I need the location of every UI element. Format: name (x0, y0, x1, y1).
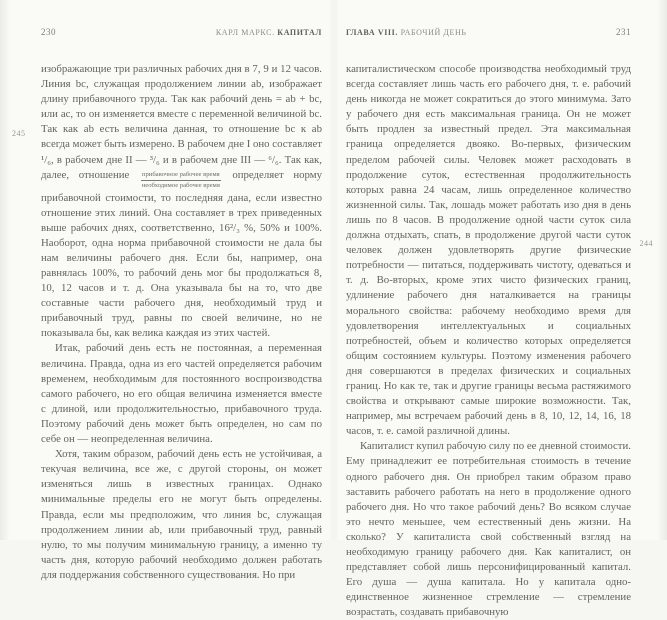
paragraph-text: определяет норму прибавочной стоимости, то последняя дана, если известно отношение этих линий. Она составляет в трех приведенных выше рабочих днях, соответственно, 16²/₃ %, 50% и 100%. Наоборот, одна норма прибавочной стоимости не дала бы нам величины рабочего дня. Если бы, например, она равнялась 100%, то рабочий день мог бы продолжаться 8, 10, 12 часов и т. д. Она указывала бы на то, что две составные части рабочего дня, необходимый труд и прибавочный труд, равны по своей величине, но не показывала бы, как велика каждая из этих частей. (41, 168, 322, 340)
scan-edge-right (657, 0, 667, 540)
left-page-body (41, 62, 322, 583)
running-head-author: КАРЛ МАРКС. (215, 28, 275, 37)
inline-fraction (141, 171, 221, 191)
fraction-numerator: прибавочное рабочее время (141, 171, 221, 181)
running-head-chapter-title: РАБОЧИЙ ДЕНЬ (400, 28, 467, 37)
running-head-right-text (346, 28, 467, 37)
page-number-left: 230 (41, 27, 56, 37)
paragraph-continuation (41, 62, 322, 341)
running-head-chapter: ГЛАВА VIII. (346, 28, 398, 37)
margin-note-right: 244 (639, 239, 653, 248)
paragraph: Капиталист купил рабочую силу по ее дневной стоимости. Ему принадлежит ее потребительная стоимость в течение одного рабочего дня. Он приобрел таким образом право заставить рабочего работать на него в продолжение одного рабочего дня. Но что такое рабочий день? Во всяком случае это нечто меньшее, чем естественный день жизни. На сколько? У капиталиста свой собственный взгляд на необходимую границу рабочего дня. Как капиталист, он представляет собой лишь персонифицированный капитал. Его душа — душа капитала. Но у капитала одно-единственное жизненное стремление — стремление возрастать, создавать прибавочную (346, 440, 631, 619)
paragraph: Хотя, таким образом, рабочий день есть не устойчивая, а текучая величина, все же, с другой стороны, он может изменяться лишь в известных границах. Однако минимальные пределы его не могут быть определены. Правда, если мы предположим, что линия bc, служащая продолжением линии ab, или прибавочный труд, равный нулю, то мы получим минимальную границу, а именно ту часть дня, которую рабочий необходимо должен работать для поддержания собственного существования. Но при (41, 448, 322, 581)
paragraph: Итак, рабочий день есть не постоянная, а переменная величина. Правда, одна из его частей определяется рабочим временем, необходимым для постоянного воспроизводства самого рабочего, но его общая величина изменяется вместе с длиной, или продолжительностью, прибавочного труда. Поэтому рабочий день может быть определен, но сам по себе он — неопределенная величина. (41, 342, 322, 446)
right-page (346, 27, 631, 620)
scan-edge-left (0, 0, 10, 540)
running-head-right (346, 27, 631, 38)
page-gutter (330, 0, 338, 540)
paragraph-continuation: капиталистическом способе производства необходимый труд всегда составляет лишь часть его рабочего дня, т. е. рабочий день никогда не может сократиться до этого минимума. Зато у рабочего дня есть максимальная граница. Он не может быть продлен за известный предел. Эта максимальная граница определяется двояко. Во-первых, физическим пределом рабочей силы. Человек может расходовать в продолжение суток, естественная продолжительность которых равна 24 часам, лишь определенное количество жизненной силы. Так, лошадь может работать изо дня в день лишь по 8 часов. В продолжение одной части суток сила должна отдыхать, спать, в продолжение другой части суток человек должен удовлетворять другие физические потребности — питаться, поддерживать чистоту, одеваться и т. д. Во-вторых, кроме этих чисто физических границ, удлинение рабочего дня наталкивается на границы морального свойства: рабочему необходимо время для удовлетворения интеллектуальных и социальных потребностей, объем и количество которых определяется общим состоянием культуры. Поэтому изменения рабочего дня совершаются в пределах физических и социальных границ. Но как те, так и другие границы весьма растяжимого свойства и открывают самые широкие возможности. Так, например, мы встречаем рабочий день в 8, 10, 12, 14, 16, 18 часов, т. е. самой различной длины. (346, 63, 631, 438)
fraction-denominator: необходимое рабочее время (141, 181, 220, 189)
left-page (41, 27, 322, 583)
margin-note-left: 245 (12, 129, 26, 138)
right-page-body (346, 62, 631, 620)
running-head-left (41, 27, 322, 38)
running-head-left-text (216, 28, 322, 37)
page-number-right: 231 (616, 27, 631, 37)
paragraph-text: изображающие три различных рабочих дня в 7, 9 и 12 часов. Линия bc, служащая продолжением линии ab, изображает длину прибавочного труда. Так как рабочий день = ab + bc, или ac, то он изменяется вместе с переменной величиной bc. Так как ab есть величина данная, то отношение bc к ab всегда может быть измерено. В рабочем дне I оно составляет ¹/₆, в рабочем дне II — ³/₆ и в рабочем дне III — ⁶/₆. Так как, далее, отношение (41, 63, 322, 181)
running-head-book-title: КАПИТАЛ (277, 28, 322, 37)
